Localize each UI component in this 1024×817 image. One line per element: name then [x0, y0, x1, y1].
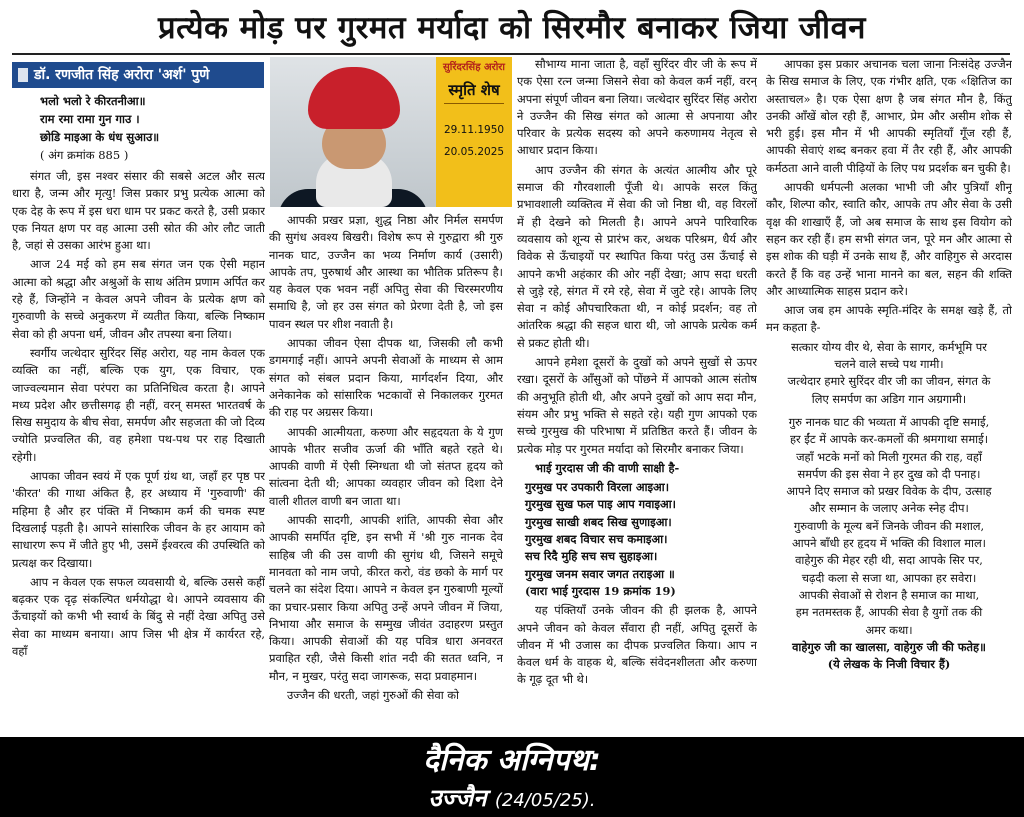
closing-poem — [766, 414, 1012, 639]
publication-date: (24/05/25). — [494, 790, 596, 811]
paragraph: आप उज्जैन की संगत के अत्यंत आत्मीय और पूरे समाज की गौरवशाली पूँजी थे। आपके सरल किंतु प्रभावशाली व्यक्तित्व में सेवा की जो निष्ठा थी, वह विरलों में ही देखने को मिलती है। आपने अपने पारिवारिक व्यवसाय को शून्य से प्रारंभ कर, अथक परिश्रम, धैर्य और विवेक से ऊँचाइयों पर स्थापित किया परंतु उस ऊँचाई से आपने कभी अहंकार की ओर नहीं देखा; आप सदा धरती से जुड़े रहे, संगत में रमे रहे, सेवा में जुटे रहे। आपके लिए सेवा न कोई औपचारिकता थी, न कोई प्रदर्शन; वह तो आंतरिक श्रद्धा की सहज धारा थी, जो आपके प्रत्येक कर्म से प्रकट होती थी। — [517, 162, 757, 350]
verse-line: आपने बाँधी हर हृदय में भक्ति की विशाल माल। — [791, 536, 986, 551]
verse-line: गुरमुख शबद विचार सच कमाइआ। — [525, 532, 668, 547]
article-column-4 — [766, 56, 1012, 726]
death-date: 20.05.2025 — [443, 146, 505, 158]
verse-line: चलने वाले सच्चे पथ गामी। — [834, 357, 944, 372]
paragraph: आपने हमेशा दूसरों के दुखों को अपने सुखों से ऊपर रखा। दूसरों के आँसुओं को पोंछने में आपको आत्म संतोष की अनुभूति होती थी, और अपने दुखों को आप सदा मौन, संयम और प्रभु भक्ति से सहते रहे। यही गुण आपको एक सच्चे गुरमुख की परिभाषा में प्रतिष्ठित करते हैं। जीवन के प्रत्येक मोड़ पर गुरमत मर्यादा को सिरमौर बनाकर जिया। — [517, 355, 757, 456]
paragraph: उज्जैन की धरती, जहां गुरुओं की सेवा को — [287, 688, 459, 703]
memorial-name: सुरिंदरसिंह अरोरा — [443, 62, 505, 73]
paragraph: संगत जी, इस नश्वर संसार की सबसे अटल और सत्य धारा है, जन्म और मृत्यु! जिस प्रकार प्रभु प्रत्येक आत्मा को एक देह के रूप में इस धरा धाम पर प्रकट करते है, उसी प्रकार एक नियत क्षण पर वह आत्मा उसी स्रोत की ओर लौट जाती है, जहां से उसका आरंभ हुआ था। — [12, 169, 265, 253]
paragraph: आज 24 मई को हम सब संगत जन एक ऐसी महान आत्मा को श्रद्धा और अश्रुओं के साथ अंतिम प्रणाम अर्पित कर रहे हैं, जिन्होंने न केवल अपने जीवन के प्रत्येक क्षण को गुरुवाणी के सच्चे अनुकरण में व्यतीत किया, बल्कि निष्काम सेवा को ही अपना धर्म, जीवन और तपस्या बना लिया। — [12, 257, 265, 341]
verse-line: लिए समर्पण का अडिग गान अग्रगामी। — [811, 391, 967, 406]
verse-line: सच रिदै मुहि सच सच सुहाइआ। — [525, 549, 658, 564]
publication-line — [0, 781, 1024, 817]
disclaimer: (ये लेखक के निजी विचार हैं) — [827, 657, 951, 672]
paragraph: आपकी प्रखर प्रज्ञा, शुद्ध निष्ठा और निर्मल समर्पण की सुगंध अवश्य बिखरी। विशेष रूप से गुरुद्वारा श्री गुरु नानक घाट, उज्जैन का भव्य निर्माण कार्य (उसारी) आपके तप, पुरुषार्थ और आस्था का भौतिक प्रतिरूप है। यह केवल एक भवन नहीं अपितु सेवा की चिरस्मरणीय समाधि है, जो हर उस संगत को प्रेरणा देती है, जो इस पावन स्थल पर शीश नवाती है। — [269, 213, 503, 331]
verse-line: जहाँ भटके मनों को मिली गुरमत की राह, वहाँ — [796, 449, 982, 464]
verse-line: अमर कथा। — [865, 622, 913, 637]
verse-line: गुरु नानक घाट की भव्यता में आपकी दृष्टि समाई, — [788, 414, 990, 429]
salutation: वाहेगुरु जी का खालसा, वाहेगुरु जी की फतेह॥ — [792, 639, 986, 654]
paragraph: आज जब हम आपके स्मृति-मंदिर के समक्ष खड़े हैं, तो मन कहता है- — [766, 303, 1012, 335]
verse-line: और सम्मान के जलाए अनेक स्नेह दीप। — [809, 501, 969, 516]
memorial-title: स्मृति शेष — [448, 81, 500, 99]
author-byline: डॉ. रणजीत सिंह अरोरा 'अर्श' पुणे — [12, 62, 264, 88]
verse-reference: (वारा भाई गुरदास 19 क्रमांक 19) — [525, 583, 676, 598]
tribute-verse — [766, 339, 1012, 408]
verse-reference: ( अंग क्रमांक 885 ) — [40, 148, 129, 162]
article-column-1 — [12, 168, 265, 728]
verse-line: आपने दिए समाज को प्रखर विवेक के दीप, उत्साह — [786, 484, 992, 499]
verse-line: वाहेगुरु की मेहर रही थी, सदा आपके सिर पर, — [795, 553, 983, 568]
verse-line: गुरमुख जनम सवार जगत तराइआ ॥ — [525, 566, 675, 581]
portrait-photo — [270, 57, 436, 207]
birth-date: 29.11.1950 — [443, 124, 505, 136]
quote-intro: भाई गुरदास जी की वाणी साक्षी है- — [535, 460, 680, 475]
verse-line: जत्थेदार हमारे सुरिंदर वीर जी का जीवन, संगत के — [787, 374, 991, 389]
article-column-2 — [269, 212, 503, 730]
paragraph: आपका जीवन ऐसा दीपक था, जिसकी लौ कभी डगमगाई नहीं। आपने अपनी सेवाओं के माध्यम से आम संगत को संबल प्रदान किया, मार्गदर्शन दिया, और अनेकानेक को सांसारिक भटकावों से निकालकर गुरमत की राह पर अग्रसर किया। — [269, 336, 503, 420]
paragraph: आपकी धर्मपत्नी अलका भाभी जी और पुत्रियाँ शीनू कौर, शिल्पा कौर, स्वाति कौर, आपके तप और सेवा के उसी वृक्ष की शाखाएँ हैं, जो अब समाज के साथ इस वियोग को सहन कर रही हैं। हम सभी संगत जन, पूरे मन और आत्मा से इस शोक की घड़ी में उनके साथ हैं, और वाहिगुरु से अरदास करते हैं कि वह उन्हें भाना मानने का बल, सहन की शक्ति और आध्यात्मिक साहस प्रदान करे। — [766, 180, 1012, 298]
verse-line: गुरमुख साखी शबद सिख सुणाइआ। — [525, 514, 672, 529]
verse-line: गुरमुख पर उपकारी विरला आइआ। — [525, 480, 670, 495]
verse-line: हम नतमस्तक हैं, आपकी सेवा है युगों तक की — [795, 605, 983, 620]
verse-line: गुरुवाणी के मूल्य बनें जिनके जीवन की मशाल, — [793, 518, 985, 533]
verse-line: गुरमुख सुख फल पाइ आप गवाइआ। — [525, 497, 676, 512]
opening-verse — [40, 92, 265, 164]
newspaper-name: दैनिक अग्निपथ: — [423, 743, 601, 778]
paragraph: यह पंक्तियाँ उनके जीवन की ही झलक है, आपने अपने जीवन को केवल सँवारा ही नहीं, अपितु दूसरों के जीवन में भी उजास का दीपक प्रज्वलित किया। आप न केवल धर्म के वाहक थे, बल्कि संवेदनशीलता और करुणा के गूढ़ दूत भी थे। — [517, 603, 757, 687]
gurbani-verses — [525, 479, 757, 600]
verse-line: चढ़दी कला से सजा था, आपका हर सवेरा। — [801, 570, 977, 585]
memorial-box — [436, 57, 512, 207]
verse-line: भलो भलो रे कीरतनीआ॥ — [40, 94, 146, 108]
article-column-3 — [517, 56, 757, 726]
paragraph: आप न केवल एक सफल व्यवसायी थे, बल्कि उससे कहीं बढ़कर एक दृढ़ संकल्पित धर्मयोद्धा थे। आपने व्यवसाय की ऊँचाइयों को कभी भी स्वार्थ के बिंदु से नहीं देखा अपितु उसे सेवा का माध्यम बनाया। आप जिस भी क्षेत्र में कार्यरत रहे, वहाँ — [12, 574, 265, 659]
verse-line: हर ईंट में आपके कर-कमलों की श्रमगाथा समाई। — [789, 432, 989, 447]
paragraph: आपका जीवन स्वयं में एक पूर्ण ग्रंथ था, जहाँ हर पृष्ठ पर 'कीरत' की गाथा अंकित है, हर अध्याय में 'गुरुवाणी' की महिमा है और हर पंक्ति में निष्काम कर्म की चमक स्पष्ट दिखलाई पड़ती है। आपने सांसारिक जीवन के हर आयाम को साधारण रूप में जीते हुए भी, उसमें ईश्वरत्व की उपस्थिति को प्रत्यक्ष कर दिखाया। — [12, 469, 265, 570]
verse-line: समर्पण की इस सेवा ने हर दुख को दी पनाह। — [797, 466, 981, 481]
paragraph: आपकी आत्मीयता, करुणा और सहृदयता के ये गुण आपके भीतर सजीव ऊर्जा की भाँति बहते रहते थे। आपकी वाणी में ऐसी स्निग्धता थी जो संतप्त हृदय को सांत्वना देती थी; आपका व्यवहार जीवन को दिशा देने वाली शीतल वाणी बन जाता था। — [269, 424, 503, 508]
source-footer — [0, 737, 1024, 817]
headline: प्रत्येक मोड़ पर गुरमत मर्यादा को सिरमौर बनाकर जिया जीवन — [157, 10, 867, 46]
verse-line: सत्कार योग्य वीर थे, सेवा के सागर, कर्मभूमि पर — [791, 339, 987, 354]
city: उज्जैन — [428, 784, 487, 812]
paragraph: आपका इस प्रकार अचानक चला जाना निःसंदेह उज्जैन के सिख समाज के लिए, एक गंभीर क्षति, एक «क्षितिज का अस्ताचल» है। एक ऐसा क्षण है जब संगत मौन है, किंतु उनकी आँखें बोल रही हैं, आभार, प्रेम और असीम शोक से भरी हुई। इस मौन में भी आपकी स्मृतियाँ गूँज रही हैं, आपकी सेवाएं शब्द बनकर हवा में तैर रही हैं, और आपकी कर्मठता आने वाली पीढ़ियों के लिए पथ प्रदर्शक बन चुकी है। — [766, 57, 1012, 175]
paragraph: स्वर्गीय जत्थेदार सुरिंदर सिंह अरोरा, यह नाम केवल एक व्यक्ति का नहीं, बल्कि एक युग, एक विचार, एक जाज्वल्यमान सेवा परंपरा का प्रतिनिधित्व करता है। आपने मध्य प्रदेश और छत्तीसगढ़ ही नहीं, वरन् समस्त भारतवर्ष के सिख समुदाय के बीच सेवा, समर्पण और सहजता की जो दिव्य ज्योति प्रज्वलित की, वह हमेशा पथ-पथ पर राह दिखाती रहेगी। — [12, 345, 265, 464]
verse-line: छोडि माइआ के धंध सुआउ॥ — [40, 130, 160, 144]
paragraph: सौभाग्य माना जाता है, वहाँ सुरिंदर वीर जी के रूप में एक ऐसा रत्न जन्मा जिसने सेवा को केवल कर्म नहीं, वरन् अपना संपूर्ण जीवन बना लिया। जत्थेदार सुरिंदर सिंह अरोरा ने उज्जैन की सिख संगत को आत्मा से अपनाया और परिवार के प्रत्येक सदस्य को अपने करुणामय नेतृत्व से आधार प्रदान किया। — [517, 57, 757, 158]
verse-line: राम रमा रामा गुन गाउ । — [40, 112, 140, 126]
verse-line: आपकी सेवाओं से रोशन है समाज का माथा, — [798, 587, 980, 602]
headline-rule — [12, 53, 1010, 55]
paragraph: आपकी सादगी, आपकी शांति, आपकी सेवा और आपकी समर्पित दृष्टि, इन सभी में 'श्री गुरु नानक देव साहिब जी की उस वाणी की सुगंध थी, जिसने समूचे मानवता को नाम जपो, कीरत करो, वंड छको के मार्ग पर चलने का संदेश दिया। आपने न केवल इन गुरुबाणी मूल्यों का प्रचार-प्रसार किया अपितु उन्हें अपने जीवन में जिया, निभाया और समाज के सम्मुख जीवंत उदाहरण प्रस्तुत किया। आपकी सेवाओं की यह पवित्र धारा अनवरत प्रवाहित रही, जैसे किसी शांत नदी की सतत ध्वनि, न मौन, न मुखर, परंतु सदा जागरूक, सदा प्रवाहमान। — [269, 513, 503, 683]
